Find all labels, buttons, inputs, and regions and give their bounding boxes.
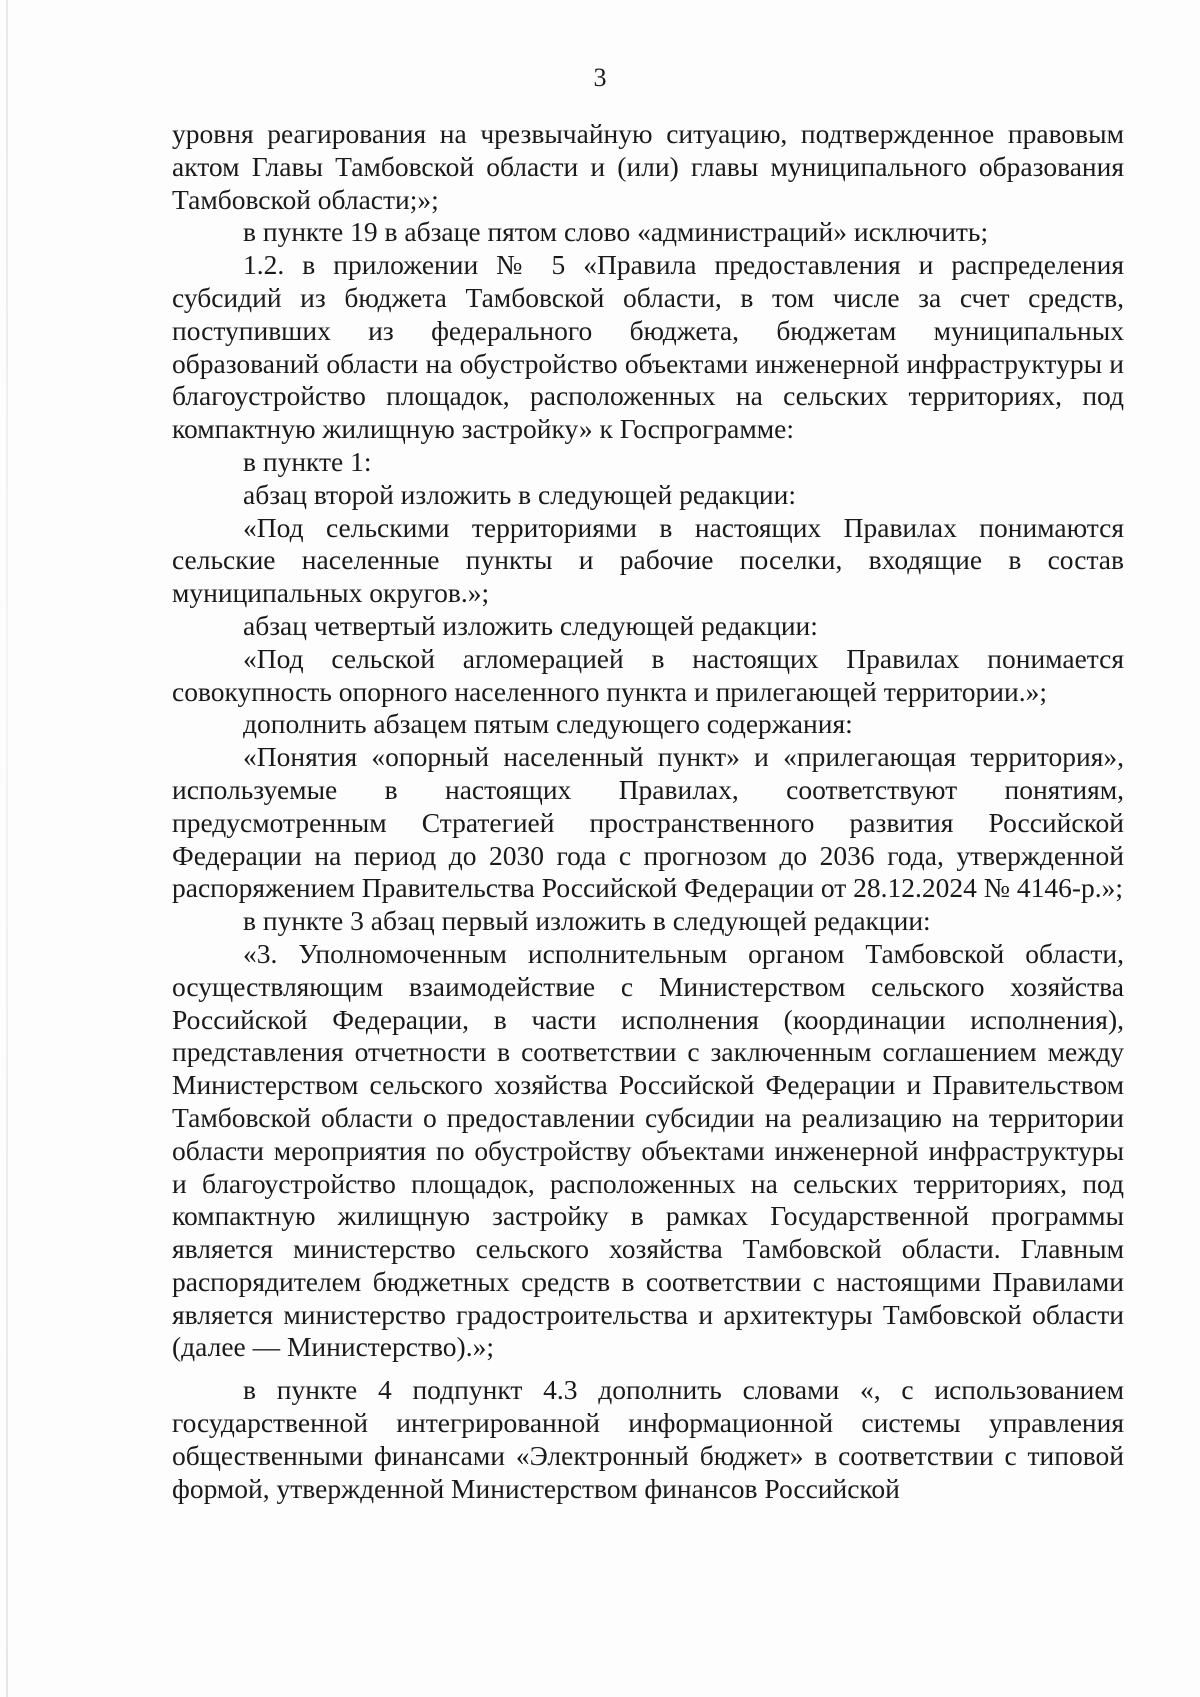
paragraph: «3. Уполномоченным исполнительным органом Тамбовской области, осуществляющим взаимодействие с Министерством сельского хозяйства Российской Федерации, в части исполнения (координации исполнения), представления отчетности в соответствии с заключенным соглашением между Министерством сельского хозяйства Российской Федерации и Правительством Тамбовской области о предоставлении субсидии на реализацию на территории области мероприятия по обустройству объектами инженерной инфраструктуры и благоустройство площадок, расположенных на сельских территориях, под компактную жилищную застройку в рамках Государственной программы является министерство сельского хозяйства Тамбовской области. Главным распорядителем бюджетных средств в соответствии с настоящими Правилами является министерство градостроительства и архитектуры Тамбовской области (далее — Министерство).»; [172, 937, 1124, 1363]
paragraph: дополнить абзацем пятым следующего содержания: [243, 708, 853, 740]
paragraph-continuation: уровня реагирования на чрезвычайную ситуацию, подтвержденное правовым актом Главы Тамбовской области и (или) главы муниципального образования Тамбовской области;»; [172, 118, 1124, 215]
page-number: 3 [593, 63, 607, 92]
document-body [172, 118, 1124, 1505]
paragraph: абзац второй изложить в следующей редакции: [243, 478, 797, 510]
paragraph: «Под сельскими территориями в настоящих Правилах понимаются сельские населенные пункты и рабочие поселки, входящие в состав муниципальных округов.»; [172, 511, 1124, 609]
paragraph: в пункте 4 подпункт 4.3 дополнить словами «, с использованием государственной интегрированной информационной системы управления общественными финансами «Электронный бюджет» в соответствии с типовой формой, утвержденной Министерством финансов Российской [172, 1374, 1124, 1504]
paragraph: «Под сельской агломерацией в настоящих Правилах понимается совокупность опорного населенного пункта и прилегающей территории.»; [172, 642, 1124, 707]
paragraph: в пункте 3 абзац первый изложить в следующей редакции: [243, 905, 931, 937]
paragraph: в пункте 19 в абзаце пятом слово «администраций» исключить; [243, 216, 989, 248]
paragraph: абзац четвертый изложить следующей редакции: [243, 609, 818, 641]
scan-edge [6, 0, 8, 1697]
paragraph: «Понятия «опорный населенный пункт» и «прилегающая территория», используемые в настоящих Правилах, соответствуют понятиям, предусмотренным Стратегией пространственного развития Российской Федерации на период до 2030 года с прогнозом до 2036 года, утвержденной распоряжением Правительства Российской Федерации от 28.12.2024 № 4146-р.»; [172, 741, 1124, 904]
paragraph: в пункте 1: [243, 445, 372, 477]
paragraph: 1.2. в приложении № 5 «Правила предоставления и распределения субсидий из бюджета Тамбовской области, в том числе за счет средств, поступивших из федерального бюджета, бюджетам муниципальных образований области на обустройство объектами инженерной инфраструктуры и благоустройство площадок, расположенных на сельских территориях, под компактную жилищную застройку» к Госпрограмме: [172, 249, 1124, 445]
